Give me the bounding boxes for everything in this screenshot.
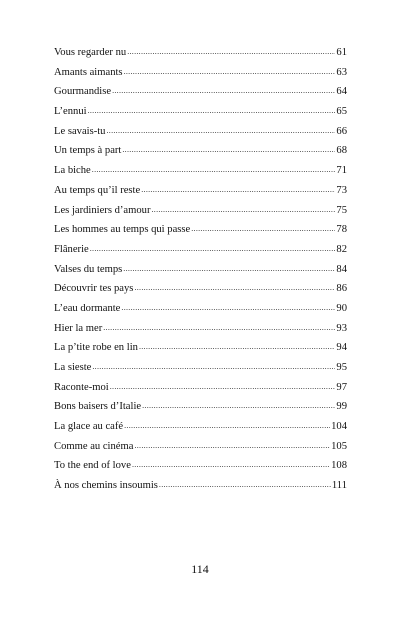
dot-leader bbox=[92, 160, 336, 180]
dot-leader bbox=[112, 81, 335, 101]
toc-entry bbox=[54, 122, 347, 142]
toc-entry-title: Au temps qu’il reste bbox=[54, 184, 141, 196]
toc-entry-title: Hier la mer bbox=[54, 322, 103, 334]
toc-entry bbox=[54, 456, 347, 476]
toc-entry-title: Découvrir tes pays bbox=[54, 283, 134, 295]
dot-leader bbox=[191, 219, 335, 239]
toc-entry bbox=[54, 63, 347, 83]
dot-leader bbox=[106, 121, 335, 141]
toc-entry-title: La sieste bbox=[54, 362, 92, 373]
toc-entry bbox=[54, 358, 347, 378]
toc-entry-page: 90 bbox=[336, 302, 347, 314]
toc-entry bbox=[54, 378, 347, 398]
toc-entry-title: Amants aimants bbox=[54, 66, 123, 78]
toc-entry-title: Les hommes au temps qui passe bbox=[54, 224, 191, 236]
toc-entry-page: 104 bbox=[331, 421, 347, 433]
toc-entry-page: 78 bbox=[336, 224, 347, 236]
toc-entry-page: 66 bbox=[336, 125, 347, 137]
toc-entry-title: L’eau dormante bbox=[54, 302, 121, 314]
dot-leader bbox=[123, 259, 335, 279]
toc-entry-title: Raconte-moi bbox=[54, 381, 109, 393]
toc-entry-title: À nos chemins insoumis bbox=[54, 480, 158, 492]
dot-leader bbox=[142, 396, 335, 416]
toc-entry-title: L’ennui bbox=[54, 106, 87, 118]
toc-entry bbox=[54, 102, 347, 122]
toc-entry bbox=[54, 417, 347, 437]
dot-leader bbox=[110, 377, 336, 397]
toc-entry-page: 97 bbox=[336, 381, 347, 393]
toc-entry bbox=[54, 397, 347, 417]
dot-leader bbox=[132, 455, 330, 475]
toc-entry-title: Bons baisers d’Italie bbox=[54, 401, 142, 413]
toc-entry-page: 86 bbox=[336, 283, 347, 295]
toc-entry bbox=[54, 220, 347, 240]
toc-entry-page: 84 bbox=[336, 263, 347, 275]
toc-entry bbox=[54, 161, 347, 181]
toc-entry bbox=[54, 260, 347, 280]
toc-entry bbox=[54, 181, 347, 201]
toc-entry-page: 99 bbox=[336, 401, 347, 413]
dot-leader bbox=[152, 200, 336, 220]
toc-entry bbox=[54, 43, 347, 63]
toc-entry-title: Comme au cinéma bbox=[54, 440, 134, 452]
toc-entry bbox=[54, 338, 347, 358]
toc-entry-page: 73 bbox=[336, 184, 347, 196]
toc-entry-page: 75 bbox=[336, 204, 347, 216]
toc-entry-title: Un temps à part bbox=[54, 145, 122, 157]
toc-entry-title: La glace au café bbox=[54, 421, 124, 433]
dot-leader bbox=[134, 436, 330, 456]
toc-entry-page: 68 bbox=[336, 145, 347, 157]
toc-entry-page: 71 bbox=[336, 165, 347, 177]
toc-entry-page: 94 bbox=[336, 342, 347, 354]
dot-leader bbox=[92, 357, 335, 377]
dot-leader bbox=[127, 42, 335, 62]
toc-entry-title: Valses du temps bbox=[54, 263, 123, 275]
toc-entry-page: 105 bbox=[331, 440, 347, 452]
toc-entry bbox=[54, 299, 347, 319]
toc-entry-title: La biche bbox=[54, 165, 91, 177]
toc-entry-page: 93 bbox=[336, 322, 347, 334]
toc-entry-title: La p’tite robe en lin bbox=[54, 342, 138, 354]
dot-leader bbox=[121, 298, 335, 318]
toc-entry-page: 63 bbox=[336, 66, 347, 78]
toc-entry-page: 95 bbox=[336, 362, 347, 373]
toc-entry-title: Le savais-tu bbox=[54, 125, 106, 137]
toc-entry-title: To the end of love bbox=[54, 460, 131, 472]
toc-entry-page: 61 bbox=[336, 47, 347, 58]
dot-leader bbox=[88, 101, 336, 121]
dot-leader bbox=[134, 278, 335, 298]
toc-entry bbox=[54, 437, 347, 457]
dot-leader bbox=[124, 62, 336, 82]
toc-entry bbox=[54, 82, 347, 102]
dot-leader bbox=[103, 318, 335, 338]
page-number: 114 bbox=[191, 562, 209, 576]
table-of-contents bbox=[54, 43, 347, 496]
toc-entry bbox=[54, 279, 347, 299]
toc-entry-title: Les jardiniers d’amour bbox=[54, 204, 151, 216]
toc-entry-page: 108 bbox=[331, 460, 347, 472]
toc-entry bbox=[54, 476, 347, 496]
toc-entry bbox=[54, 201, 347, 221]
toc-entry-page: 65 bbox=[336, 106, 347, 118]
dot-leader bbox=[141, 180, 335, 200]
toc-entry-title: Gourmandise bbox=[54, 86, 112, 98]
toc-entry-page: 82 bbox=[336, 243, 347, 255]
dot-leader bbox=[159, 475, 331, 495]
toc-entry bbox=[54, 141, 347, 161]
toc-entry-page: 64 bbox=[336, 86, 347, 98]
dot-leader bbox=[90, 239, 336, 259]
dot-leader bbox=[122, 140, 335, 160]
toc-entry-title: Flânerie bbox=[54, 243, 89, 255]
toc-entry-page: 111 bbox=[331, 480, 347, 492]
toc-entry-title: Vous regarder nu bbox=[54, 47, 127, 58]
dot-leader bbox=[139, 337, 335, 357]
dot-leader bbox=[124, 416, 330, 436]
toc-entry bbox=[54, 319, 347, 339]
toc-entry bbox=[54, 240, 347, 260]
